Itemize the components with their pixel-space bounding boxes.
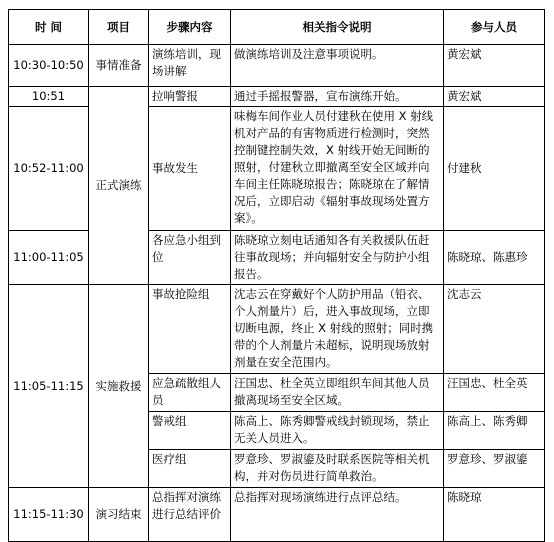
step-cell: 总指挥对演练进行总结评价 — [149, 488, 231, 542]
group-cell: 演习结束 — [89, 488, 149, 542]
header-row — [9, 10, 545, 45]
step-cell: 事故抢险组 — [149, 285, 231, 374]
group-cell: 实施救援 — [89, 285, 149, 488]
step-cell: 拉响警报 — [149, 87, 231, 107]
instruction-cell: 陈高上、陈秀卿警戒线封锁现场，禁止无关人员进入。 — [231, 412, 444, 450]
table-row — [9, 87, 545, 107]
header-item: 项目 — [89, 10, 149, 45]
time-cell: 10:51 — [9, 87, 89, 107]
step-cell: 应急疏散组人员 — [149, 374, 231, 412]
table-row — [9, 285, 545, 374]
instruction-cell: 沈志云在穿戴好个人防护用品（铅衣、个人剂量片）后，进入事故现场，立即切断电源，终止 X 射线的照射；同时携带的个人剂量片未超标，说明现场放射剂量在安全范围内。 — [231, 285, 444, 374]
instruction-cell: 陈晓琼立刻电话通知各有关救援队伍赶往事故现场；并向辐射安全与防护小组报告。 — [231, 231, 444, 285]
time-cell: 11:00-11:05 — [9, 231, 89, 285]
participants-cell: 陈晓琼 — [444, 488, 545, 542]
step-cell: 警戒组 — [149, 412, 231, 450]
drill-schedule-table — [8, 9, 545, 542]
instruction-cell: 味梅车间作业人员付建秋在使用 X 射线机对产品的有害物质进行检测时，突然控制键控制失效，X 射线开始无间断的照射，付建秋立即撤离至安全区域并向车间主任陈晓琼报告；陈晓琼在了解情况后，立即启动《辐射事故现场处置方案》。 — [231, 107, 444, 231]
group-cell: 正式演练 — [89, 87, 149, 285]
participants-cell: 陈晓琼、陈惠珍 — [444, 231, 545, 285]
header-instruction: 相关指令说明 — [231, 10, 444, 45]
table-row — [9, 45, 545, 87]
time-cell: 10:52-11:00 — [9, 107, 89, 231]
time-cell: 11:15-11:30 — [9, 488, 89, 542]
instruction-cell: 汪国忠、杜全英立即组织车间其他人员撤离现场至安全区域。 — [231, 374, 444, 412]
participants-cell: 付建秋 — [444, 107, 545, 231]
participants-cell: 黄宏斌 — [444, 87, 545, 107]
instruction-cell: 总指挥对现场演练进行点评总结。 — [231, 488, 444, 542]
header-step: 步骤内容 — [149, 10, 231, 45]
instruction-cell: 做演练培训及注意事项说明。 — [231, 45, 444, 87]
step-cell: 医疗组 — [149, 450, 231, 488]
instruction-cell: 罗意珍、罗淑鎏及时联系医院等相关机构，并对伤员进行简单救治。 — [231, 450, 444, 488]
step-cell: 事故发生 — [149, 107, 231, 231]
instruction-cell: 通过手摇报警器，宣布演练开始。 — [231, 87, 444, 107]
header-time: 时 间 — [9, 10, 89, 45]
participants-cell: 沈志云 — [444, 285, 545, 374]
step-cell: 演练培训，现场讲解 — [149, 45, 231, 87]
table-row — [9, 488, 545, 542]
time-cell: 10:30-10:50 — [9, 45, 89, 87]
header-participants: 参与人员 — [444, 10, 545, 45]
time-cell: 11:05-11:15 — [9, 285, 89, 488]
step-cell: 各应急小组到位 — [149, 231, 231, 285]
participants-cell: 汪国忠、杜全英 — [444, 374, 545, 412]
participants-cell: 罗意珍、罗淑鎏 — [444, 450, 545, 488]
group-cell: 事情准备 — [89, 45, 149, 87]
participants-cell: 黄宏斌 — [444, 45, 545, 87]
participants-cell: 陈高上、陈秀卿 — [444, 412, 545, 450]
